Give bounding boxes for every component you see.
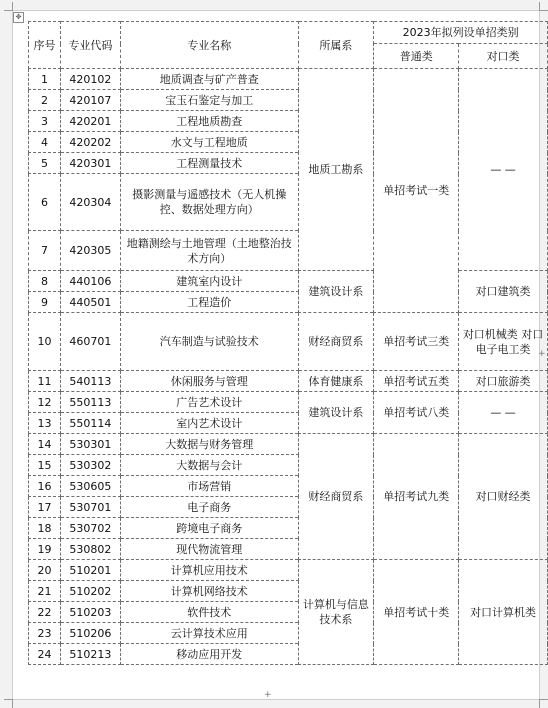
- table-row: [29, 371, 548, 392]
- table-add-row-icon[interactable]: +: [264, 690, 272, 700]
- cell-code: 460701: [60, 313, 120, 371]
- cell-code: 510206: [60, 623, 120, 644]
- header-plan: 2023年拟列设单招类别: [374, 22, 548, 44]
- cell-code: 420107: [60, 90, 120, 111]
- cell-vocational: 对口计算机类: [459, 560, 548, 665]
- cell-regular: 单招考试九类: [374, 434, 459, 560]
- cell-regular: 单招考试一类: [374, 69, 459, 313]
- cell-name: 室内艺术设计: [120, 413, 298, 434]
- cell-seq: 8: [29, 271, 61, 292]
- cell-dept: 地质工勘系: [298, 69, 374, 271]
- cell-dept: 财经商贸系: [298, 313, 374, 371]
- cell-seq: 5: [29, 153, 61, 174]
- cell-seq: 3: [29, 111, 61, 132]
- cell-seq: 21: [29, 581, 61, 602]
- cell-code: 530701: [60, 497, 120, 518]
- cell-seq: 9: [29, 292, 61, 313]
- header-code: 专业代码: [60, 22, 120, 69]
- margin-corner-top-right: [539, 2, 548, 11]
- header-name: 专业名称: [120, 22, 298, 69]
- cell-seq: 12: [29, 392, 61, 413]
- table-row: [29, 392, 548, 413]
- cell-seq: 15: [29, 455, 61, 476]
- cell-dept: 财经商贸系: [298, 434, 374, 560]
- cell-code: 420102: [60, 69, 120, 90]
- margin-corner-bottom-right: [539, 699, 548, 708]
- cell-name: 摄影测量与遥感技术（无人机操控、数据处理方向）: [120, 174, 298, 231]
- cell-seq: 7: [29, 231, 61, 271]
- cell-seq: 13: [29, 413, 61, 434]
- cell-seq: 17: [29, 497, 61, 518]
- cell-seq: 16: [29, 476, 61, 497]
- cell-vocational: 对口旅游类: [459, 371, 548, 392]
- cell-seq: 4: [29, 132, 61, 153]
- cell-name: 计算机应用技术: [120, 560, 298, 581]
- cell-name: 移动应用开发: [120, 644, 298, 665]
- cell-dept: 体育健康系: [298, 371, 374, 392]
- cell-seq: 11: [29, 371, 61, 392]
- table-resize-right-icon[interactable]: +: [538, 349, 546, 359]
- cell-name: 工程测量技术: [120, 153, 298, 174]
- cell-name: 电子商务: [120, 497, 298, 518]
- table-row: [29, 69, 548, 90]
- cell-code: 440501: [60, 292, 120, 313]
- cell-code: 420201: [60, 111, 120, 132]
- table-row: [29, 434, 548, 455]
- table-move-handle-icon[interactable]: ✥: [13, 12, 24, 23]
- cell-vocational: 对口财经类: [459, 434, 548, 560]
- table-row: [29, 271, 548, 292]
- cell-name: 建筑室内设计: [120, 271, 298, 292]
- cell-code: 530702: [60, 518, 120, 539]
- margin-corner-top-left: [4, 2, 13, 11]
- header-dept: 所属系: [298, 22, 374, 69]
- header-seq: 序号: [29, 22, 61, 69]
- cell-name: 工程地质勘查: [120, 111, 298, 132]
- cell-name: 市场营销: [120, 476, 298, 497]
- cell-code: 510201: [60, 560, 120, 581]
- header-regular: 普通类: [374, 44, 459, 69]
- cell-regular: 单招考试三类: [374, 313, 459, 371]
- cell-seq: 19: [29, 539, 61, 560]
- cell-code: 510202: [60, 581, 120, 602]
- cell-seq: 10: [29, 313, 61, 371]
- cell-regular: 单招考试十类: [374, 560, 459, 665]
- cell-seq: 2: [29, 90, 61, 111]
- table-row: [29, 560, 548, 581]
- cell-dept: 计算机与信息技术系: [298, 560, 374, 665]
- cell-vocational: 对口建筑类: [459, 271, 548, 313]
- cell-code: 530605: [60, 476, 120, 497]
- cell-code: 540113: [60, 371, 120, 392]
- cell-code: 420305: [60, 231, 120, 271]
- cell-seq: 1: [29, 69, 61, 90]
- cell-seq: 18: [29, 518, 61, 539]
- cell-name: 宝玉石鉴定与加工: [120, 90, 298, 111]
- cell-name: 地籍测绘与土地管理（土地整治技术方向）: [120, 231, 298, 271]
- cell-code: 530301: [60, 434, 120, 455]
- cell-name: 工程造价: [120, 292, 298, 313]
- cell-code: 550114: [60, 413, 120, 434]
- cell-name: 计算机网络技术: [120, 581, 298, 602]
- cell-regular: 单招考试八类: [374, 392, 459, 434]
- cell-code: 550113: [60, 392, 120, 413]
- cell-name: 休闲服务与管理: [120, 371, 298, 392]
- cell-name: 跨境电子商务: [120, 518, 298, 539]
- cell-vocational: 对口机械类 对口电子电工类: [459, 313, 548, 371]
- cell-regular: 单招考试五类: [374, 371, 459, 392]
- cell-vocational: — —: [459, 392, 548, 434]
- cell-name: 现代物流管理: [120, 539, 298, 560]
- header-vocational: 对口类: [459, 44, 548, 69]
- cell-code: 420202: [60, 132, 120, 153]
- cell-code: 510213: [60, 644, 120, 665]
- cell-name: 水文与工程地质: [120, 132, 298, 153]
- cell-code: 420301: [60, 153, 120, 174]
- cell-name: 地质调查与矿产普查: [120, 69, 298, 90]
- margin-corner-bottom-left: [4, 699, 13, 708]
- table-row: [29, 313, 548, 371]
- cell-code: 420304: [60, 174, 120, 231]
- cell-name: 云计算技术应用: [120, 623, 298, 644]
- admission-table: [28, 21, 548, 665]
- cell-name: 大数据与会计: [120, 455, 298, 476]
- cell-vocational: — —: [459, 69, 548, 271]
- cell-seq: 23: [29, 623, 61, 644]
- cell-seq: 6: [29, 174, 61, 231]
- cell-code: 530802: [60, 539, 120, 560]
- cell-code: 440106: [60, 271, 120, 292]
- cell-code: 530302: [60, 455, 120, 476]
- cell-name: 软件技术: [120, 602, 298, 623]
- cell-seq: 24: [29, 644, 61, 665]
- cell-code: 510203: [60, 602, 120, 623]
- cell-name: 汽车制造与试验技术: [120, 313, 298, 371]
- cell-dept: 建筑设计系: [298, 271, 374, 313]
- cell-name: 广告艺术设计: [120, 392, 298, 413]
- cell-name: 大数据与财务管理: [120, 434, 298, 455]
- cell-dept: 建筑设计系: [298, 392, 374, 434]
- cell-seq: 14: [29, 434, 61, 455]
- cell-seq: 22: [29, 602, 61, 623]
- cell-seq: 20: [29, 560, 61, 581]
